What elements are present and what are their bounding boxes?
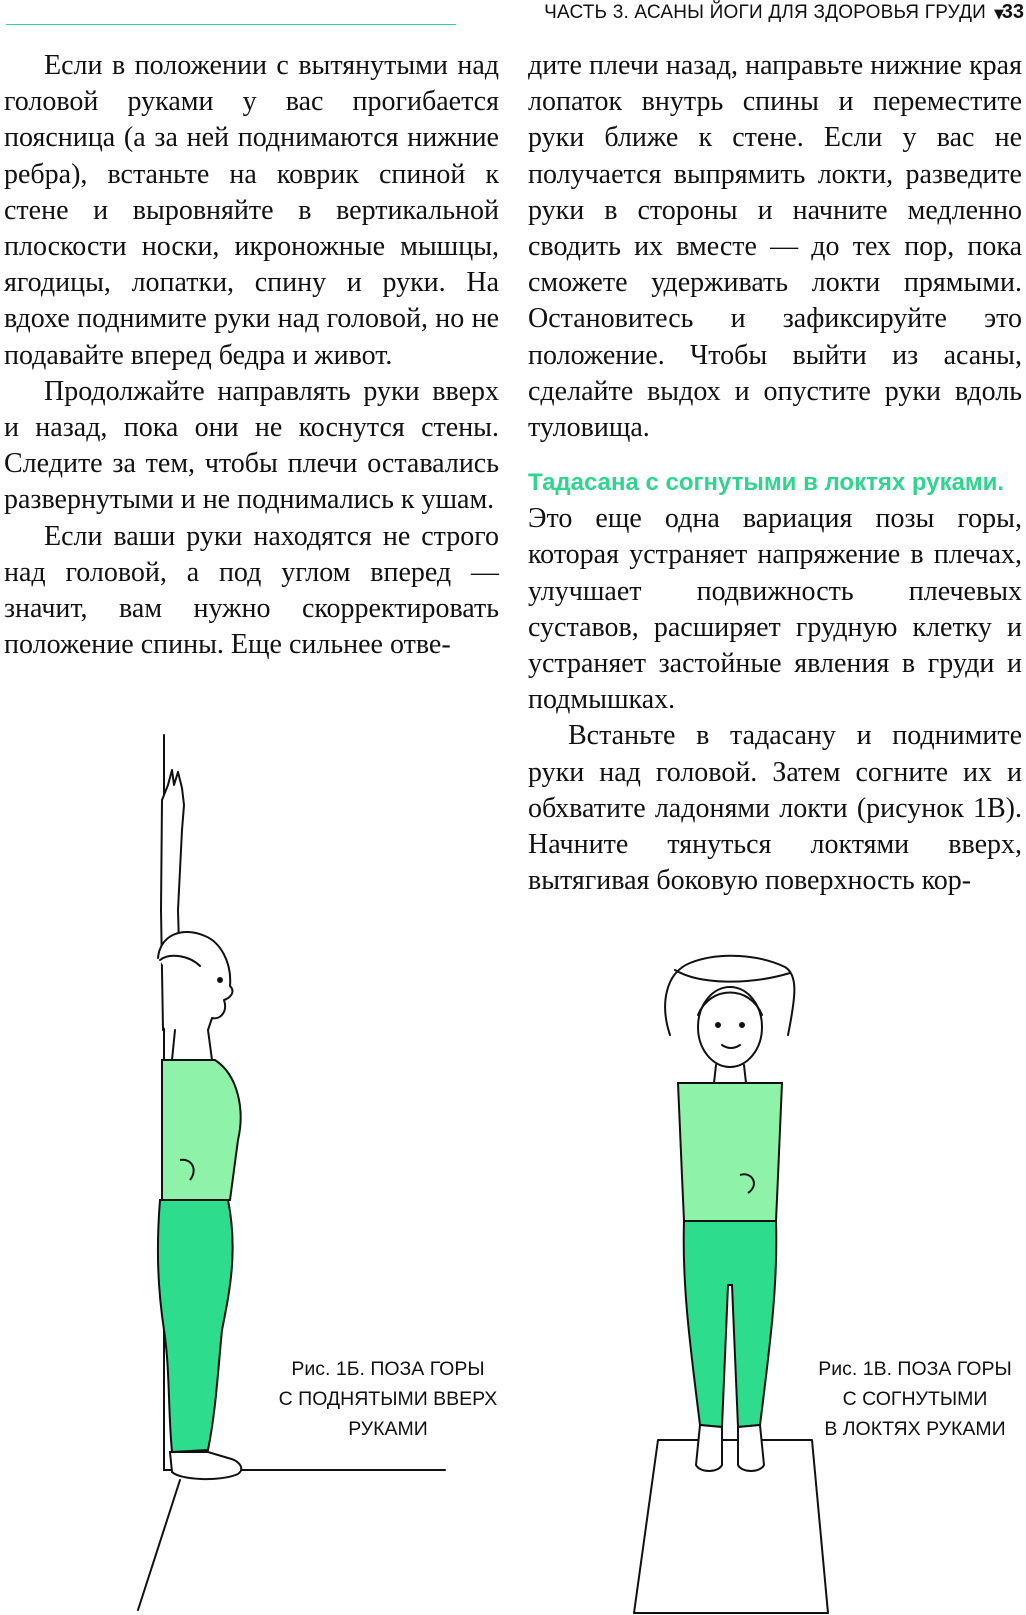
left-column — [4, 48, 499, 663]
header-rule — [6, 24, 456, 25]
caption-line: Рис. 1В. ПОЗА ГОРЫ — [818, 1358, 1012, 1380]
triangle-marker-icon: ▼ — [994, 7, 1004, 22]
page-number: 33 — [1001, 1, 1024, 23]
leggings — [684, 1221, 777, 1427]
paragraph-right-2: Это еще одна вариация позы горы, которая устраняет напряжение в плечах, улучшает подвижность плечевых суставов, расширяет грудную клетку и устраняет застойные явления в груди и подмышках. — [528, 503, 1022, 716]
section-subheading: Тадасана с согнутыми в локтях руками. — [528, 469, 1005, 497]
figure-1v-caption — [806, 1354, 1024, 1444]
right-column — [528, 48, 1022, 899]
leggings — [158, 1200, 233, 1452]
face — [698, 987, 762, 1067]
caption-line: Рис. 1Б. ПОЗА ГОРЫ — [291, 1358, 485, 1380]
shirt — [678, 1083, 782, 1221]
figure-1v-illustration — [630, 945, 840, 1615]
paragraph-left-2: Продолжайте направлять руки вверх и назад, пока они не коснутся стены. Следите за тем, чтобы плечи оставались развернутыми и не поднимались к ушам. — [4, 375, 499, 516]
paragraph-left-1: Если в положении с вытянутыми над головой руками у вас прогибается поясница (а за ней поднимаются нижние ребра), встаньте на коврик спиной к стене и выровняйте в вертикальной плоскости носки, икроножные мышцы, ягодицы, лопатки, спину и руки. На вдохе поднимите руки над головой, но не подавайте вперед бедра и живот. — [4, 50, 499, 371]
caption-line: РУКАМИ — [348, 1418, 428, 1440]
paragraph-left-3: Если ваши руки находятся не строго над головой, а под углом вперед — значит, вам нужно скорректировать положение спины. Еще сильнее отве- — [4, 520, 499, 661]
running-header — [0, 0, 1026, 34]
figure-1b-illustration — [120, 730, 480, 1615]
caption-line: С ПОДНЯТЫМИ ВВЕРХ — [278, 1388, 498, 1410]
yoga-mat — [634, 1440, 828, 1613]
paragraph-right-3: Встаньте в тадасану и поднимите руки над головой. Затем согните их и обхватите ладонями локти (рисунок 1В). Начните тянуться локтями вверх, вытягивая боковую поверхность кор- — [528, 720, 1022, 897]
caption-line: С СОГНУТЫМИ — [842, 1388, 988, 1410]
caption-line: В ЛОКТЯХ РУКАМИ — [824, 1418, 1006, 1440]
figure-1b-caption — [268, 1354, 508, 1444]
feet — [170, 1452, 241, 1479]
running-title: ЧАСТЬ 3. АСАНЫ ЙОГИ ДЛЯ ЗДОРОВЬЯ ГРУДИ — [544, 2, 986, 23]
floor-diagonal — [138, 1480, 180, 1610]
shirt — [162, 1060, 241, 1200]
paragraph-right-1: дите плечи назад, направьте нижние края лопаток внутрь спины и переместите руки ближе к стене. Если у вас не получается выпрямить локти, разведите руки в стороны и начните медленно сводить их вместе — до тех пор, пока сможете удерживать локти прямыми. Остановитесь и зафиксируйте это положение. Чтобы выйти из асаны, сделайте выдох и опустите руки вдоль туловища. — [528, 50, 1022, 444]
